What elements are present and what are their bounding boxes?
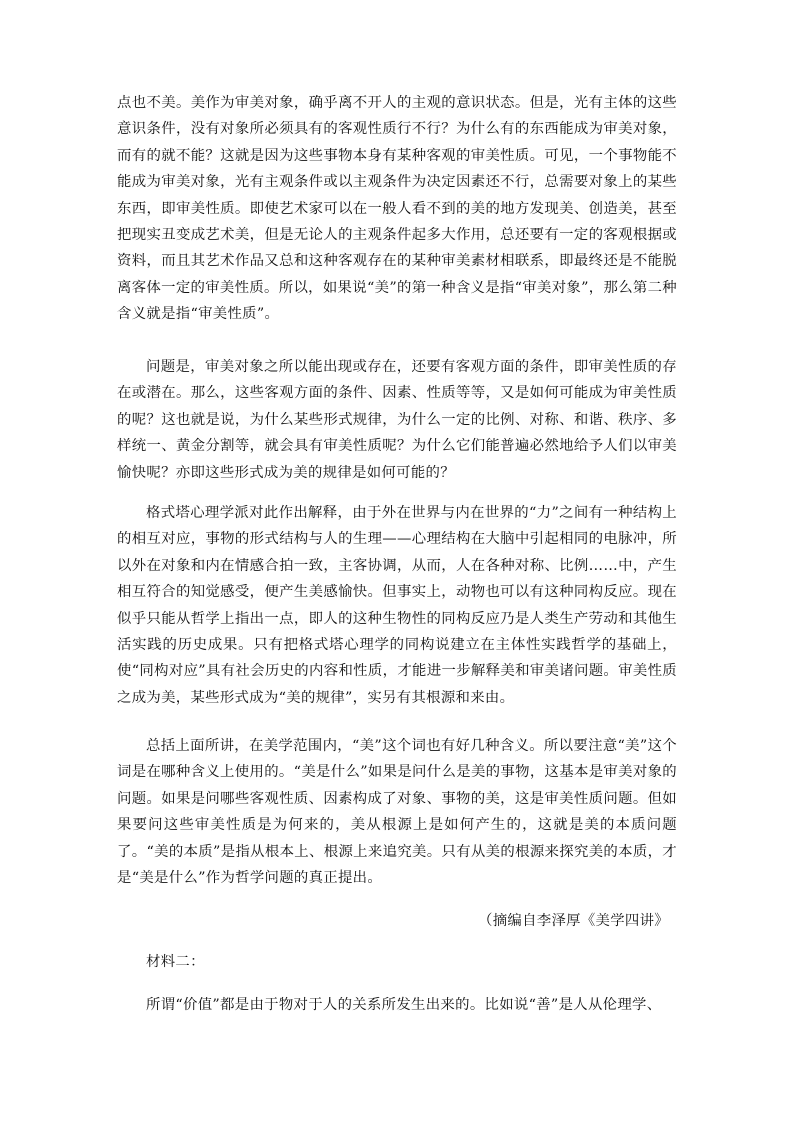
paragraph-3: 格式塔心理学派对此作出解释，由于外在世界与内在世界的“力”之间有一种结构上的相互对应，事物的形式结构与人的生理——心理结构在大脑中引起相同的电脉冲，所以外在对象和内在情感合拍一致，主客协调，从而，人在各种对称、比例……中，产生相互符合的知觉感受，便产生美感愉快。但事实上，动物也可以有这种同构反应。现在似乎只能从哲学上指出一点，即人的这种生物性的同构反应乃是人类生产劳动和其他生活实践的历史成果。只有把格式塔心理学的同构说建立在主体性实践哲学的基础上，使“同构对应”具有社会历史的内容和性质，才能进一步解释美和审美诸问题。审美性质之成为美，某些形式成为“美的规律”，实另有其根源和来由。 <box>117 505 677 706</box>
material-label: 材料二： <box>146 954 205 970</box>
paragraph-2: 问题是，审美对象之所以能出现或存在，还要有客观方面的条件，即审美性质的存在或潜在。那么，这些客观方面的条件、因素、性质等等，又是如何可能成为审美性质的呢？这也就是说，为什么某些形式规律，为什么一定的比例、对称、和谐、秩序、多样统一、黄金分割等，就会具有审美性质呢？为什么它们能普遍必然地给予人们以审美愉快呢？亦即这些形式成为美的规律是如何可能的？ <box>117 359 677 481</box>
source-citation: （摘编自李泽厚《美学四讲》 <box>478 913 669 929</box>
paragraph-4: 总括上面所讲，在美学范围内，“美”这个词也有好几种含义。所以要注意“美”这个词是在哪种含义上使用的。“美是什么”如果是问什么是美的事物，这基本是审美对象的问题。如果是问哪些客观性质、因素构成了对象、事物的美，这是审美性质问题。但如果要问这些审美性质是为何来的，美从根源上是如何产生的，这就是美的本质问题了。“美的本质”是指从根本上、根源上来追究美。只有从美的根源来探究美的本质，才是“美是什么”作为哲学问题的真正提出。 <box>117 738 677 887</box>
paragraph-5: 所谓“价值”都是由于物对于人的关系所发生出来的。比如说“善”是人从伦理学、 <box>146 997 662 1013</box>
paragraph-1: 点也不美。美作为审美对象，确乎离不开人的主观的意识状态。但是，光有主体的这些意识条件，没有对象所必须具有的客观性质行不行？为什么有的东西能成为审美对象，而有的就不能？这就是因为这些事物本身有某种客观的审美性质。可见，一个事物能不能成为审美对象，光有主观条件或以主观条件为决定因素还不行，总需要对象上的某些东西，即审美性质。即使艺术家可以在一般人看不到的美的地方发现美、创造美，甚至把现实丑变成艺术美，但是无论人的主观条件起多大作用，总还要有一定的客观根据或资料，而且其艺术作品又总和这种客观存在的某种审美素材相联系，即最终还是不能脱离客体一定的审美性质。所以，如果说“美”的第一种含义是指“审美对象”，那么第二种含义就是指“审美性质”。 <box>117 95 677 323</box>
